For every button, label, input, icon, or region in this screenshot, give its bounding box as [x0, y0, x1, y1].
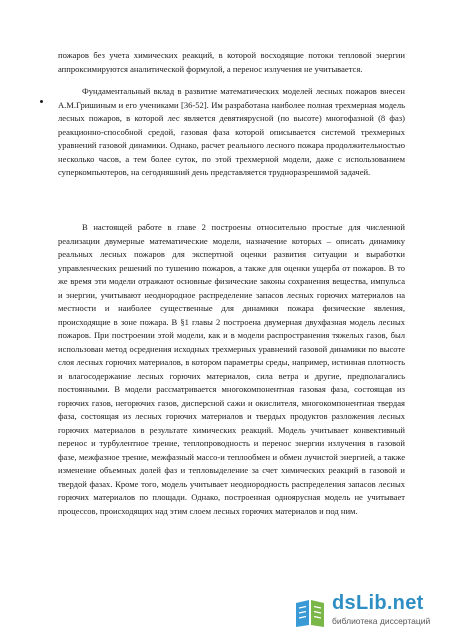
- paragraph-3: [58, 221, 405, 518]
- paragraph-1: [58, 49, 405, 76]
- paragraph-3-text: В настоящей работе в главе 2 построены относительно простые для численной реализации двумерные математические модели, назначение которых – описать динамику реальных лесных пожаров для экспертной оценки развития ситуации и выработки управленческих решений по тушению пожаров, а также для оценки ущерба от пожаров. В то же время эти модели отражают основные физические законы сохранения вещества, импульса и энергии, учитывают неоднородное распределение запасов лесных горючих материалов на местности и наиболее существенные для динамики пожара физические явления, происходящие в зоне пожара. В §1 главы 2 построена двумерная двухфазная модель лесных пожаров. При построении этой модели, как и в модели распространения тяжелых газов, был использован метод осреднения исходных трехмерных уравнений газовой динамики по высоте слоя лесных горючих материалов, в котором параметры среды, например, истинная плотность и влагосодержание лесных горючих материалов, сила ветра и другие, предполагались постоянными. В модели рассматривается многокомпонентная газовая фаза, состоящая из горючих газов, негорючих газов, дисперсной сажи и окислителя, многокомпонентная твердая фаза, состоящая из лесных горючих материалов и твердых продуктов разложения лесных горючих материалов в результате химических реакций. Модель учитывает конвективный перенос и турбулентное трение, теплопроводность и перенос энергии излучения в газовой фазе, межфазное трение, межфазный массо-и теплообмен и обмен лучистой энергией, а также изменение объемных долей фаз и тепловыделение за счет химических реакций в газовой и твердой фазах. Кроме того, модель учитывает неоднородность распределения запасов лесных горючих материалов по площади. Однако, построенная одноярусная модель не учитывает процессов, происходящих над этим слоем лесных горючих материалов и под ним.: [58, 222, 405, 516]
- paragraph-2: [58, 85, 405, 180]
- margin-mark: [40, 100, 43, 103]
- paragraph-2-text: Фундаментальный вклад в развитие математических моделей лесных пожаров внесен А.М.Гришиным и его учениками [36-52]. Им разработана наиболее полная трехмерная модель лесных пожаров, в которой лес является девятиярусной (по высоте) многофазной (8 фаз) реакционно-способной средой, газовая фаза которой описывается системой трехмерных уравнений газовой динамики. Однако, расчет реального лесного пожара продолжительностью несколько часов, а тем более суток, по этой трехмерной модели, даже с использованием суперкомпьютеров, на сегодняшний день представляется трудноразрешимой задачей.: [58, 86, 405, 177]
- watermark-subtitle: библиотека диссертаций: [332, 616, 431, 626]
- dslib-watermark: [292, 590, 442, 630]
- watermark-title: dsLib.net: [332, 592, 424, 614]
- book-icon: [292, 594, 328, 630]
- paragraph-1-text: пожаров без учета химических реакций, в которой восходящие потоки тепловой энергии аппроксимируются аналитической формулой, а перенос излучения не учитывается.: [58, 50, 405, 74]
